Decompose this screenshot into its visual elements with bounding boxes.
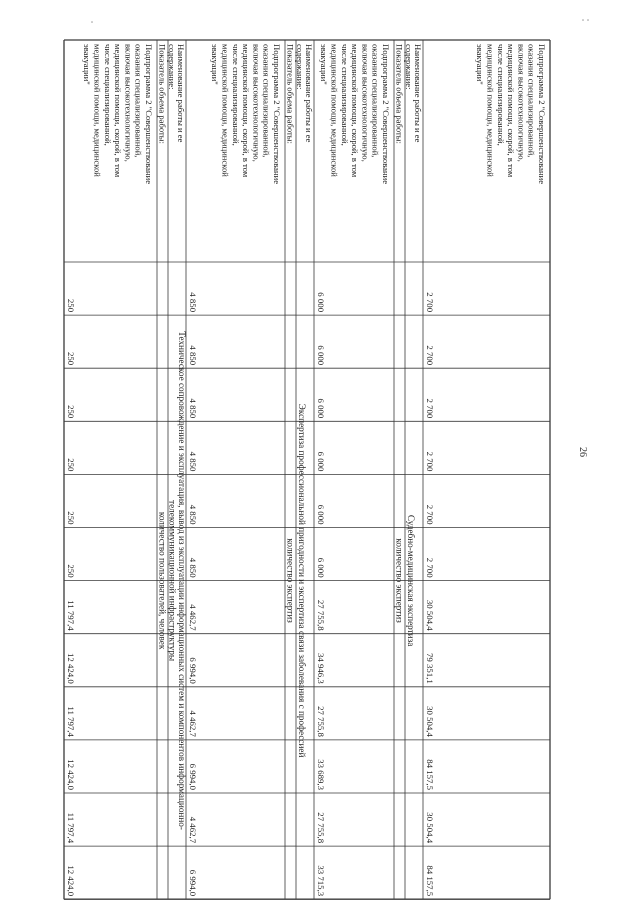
value-cell: 30 504,4	[425, 599, 435, 631]
value-cell: 27 755,8	[316, 599, 326, 631]
table-cells	[66, 44, 547, 897]
value-cell: 84 157,5	[425, 759, 435, 790]
value-cell: 250	[66, 298, 76, 313]
program-label-line: Подпрограмма 2 "Совершенствование	[144, 44, 154, 185]
value-cell: 2 700	[425, 557, 435, 578]
work-name-label-line: содержание:	[404, 44, 414, 90]
value-cell: 2 700	[425, 292, 435, 313]
value-cell: 79 351,1	[425, 653, 435, 684]
value-cell: 6 994,0	[188, 869, 198, 897]
program-label-line: Подпрограмма 2 "Совершенствование	[537, 44, 547, 185]
value-cell: 4 850	[188, 557, 198, 578]
program-label-line: включая высокотехнологичную,	[360, 44, 371, 162]
program-label-line: числе специализированной,	[495, 44, 506, 146]
program-label-line: числе специализированной,	[230, 44, 241, 146]
value-cell: 250	[66, 511, 76, 525]
indicator-label: Показатель объема работы:	[394, 44, 405, 144]
value-cell: 11 797,4	[66, 812, 76, 844]
program-label-line: медицинской помощи, медицинской	[220, 44, 231, 177]
program-label-line: включая высокотехнологичную,	[516, 44, 527, 162]
value-cell: 84 157,5	[425, 865, 435, 897]
value-cell: 30 504,4	[425, 812, 435, 844]
value-cell: 2 700	[425, 451, 435, 472]
indicator-label: Показатель объема работы:	[157, 44, 168, 144]
program-label-line: оказания специализированной,	[370, 44, 381, 158]
value-cell: 4 462,7	[188, 710, 198, 737]
value-cell: 4 850	[188, 345, 198, 366]
indicator-value: количество пользователей, человек	[157, 511, 168, 650]
value-cell: 33 689,3	[316, 759, 326, 790]
value-cell: 12 424,0	[66, 759, 76, 790]
value-cell: 6 994,0	[188, 657, 198, 684]
value-cell: 6 000	[316, 557, 326, 578]
indicator-value: количество экспертиз	[394, 538, 405, 623]
program-label-line: числе специализированной,	[102, 44, 113, 146]
program-label-line: включая высокотехнологичную,	[123, 44, 134, 162]
value-cell: 27 755,8	[316, 812, 326, 844]
value-cell: 4 462,7	[188, 816, 198, 844]
program-label-line: эвакуации"	[319, 44, 330, 85]
value-cell: 250	[66, 564, 76, 578]
value-cell: 250	[66, 405, 76, 419]
value-cell: 30 504,4	[425, 706, 435, 737]
program-label-line: Подпрограмма 2 "Совершенствование	[381, 44, 391, 185]
work-name-label-line: содержание:	[295, 44, 305, 90]
section-title-line: Техническое сопровождение и эксплуатация, вывод из эксплуатации информационных систем и компонентов информационно-	[177, 331, 187, 830]
program-label-line: медицинской помощи, скорой, в том	[241, 44, 252, 178]
value-cell: 4 850	[188, 292, 198, 313]
value-cell: 4 850	[188, 398, 198, 419]
page-number: 26	[577, 447, 588, 457]
section-title: Судебно-медицинская экспертиза	[406, 514, 416, 647]
program-label-line: оказания специализированной,	[526, 44, 537, 158]
value-cell: 12 424,0	[66, 865, 76, 897]
program-label-line: оказания специализированной,	[133, 44, 144, 158]
value-cell: 6 000	[316, 451, 326, 472]
value-cell: 6 000	[316, 398, 326, 419]
value-cell: 2 700	[425, 345, 435, 366]
program-label-line: медицинской помощи, медицинской	[485, 44, 496, 177]
value-cell: 6 000	[316, 504, 326, 525]
program-label-line: медицинской помощи, медицинской	[92, 44, 103, 177]
indicator-value: количество экспертиз	[285, 538, 296, 623]
work-name-label-line: Наименование работы и ее	[304, 44, 314, 143]
work-name-label-line: содержание:	[167, 44, 177, 90]
value-cell: 27 755,8	[316, 706, 326, 737]
program-label-line: медицинской помощи, скорой, в том	[350, 44, 361, 178]
program-label-line: эвакуации"	[210, 44, 221, 85]
value-cell: 6 994,0	[188, 763, 198, 790]
section-title-line: телекоммуникационной инфраструктуры	[167, 500, 178, 662]
value-cell: 6 000	[316, 292, 326, 313]
work-name-label-line: Наименование работы и ее	[413, 44, 423, 143]
indicator-label: Показатель объема работы:	[285, 44, 296, 144]
value-cell: 2 700	[425, 398, 435, 419]
data-table	[64, 40, 550, 899]
value-cell: 12 424,0	[66, 653, 76, 684]
value-cell: 33 715,3	[316, 865, 326, 897]
section-title: Экспертиза профессиональной пригодности и экспертиза связи заболевания с профессией	[297, 403, 307, 758]
value-cell: 4 462,7	[188, 604, 198, 631]
program-label-line: медицинской помощи, скорой, в том	[113, 44, 124, 178]
value-cell: 4 850	[188, 504, 198, 525]
program-label-line: эвакуации"	[475, 44, 486, 85]
value-cell: 250	[66, 351, 76, 366]
program-label-line: медицинской помощи, скорой, в том	[506, 44, 517, 178]
program-label-line: Подпрограмма 2 "Совершенствование	[272, 44, 282, 185]
work-name-label-line: Наименование работы и ее	[176, 44, 186, 143]
program-label-line: числе специализированной,	[339, 44, 350, 146]
value-cell: 11 797,4	[66, 600, 76, 631]
value-cell: 2 700	[425, 504, 435, 525]
program-label-line: эвакуации"	[82, 44, 93, 85]
value-cell: 34 946,3	[316, 653, 326, 684]
value-cell: 11 797,4	[66, 706, 76, 737]
program-label-line: включая высокотехнологичную,	[251, 44, 262, 162]
program-label-line: медицинской помощи, медицинской	[329, 44, 340, 177]
value-cell: 250	[66, 458, 76, 472]
program-label-line: оказания специализированной,	[261, 44, 272, 158]
value-cell: 6 000	[316, 345, 326, 366]
value-cell: 4 850	[188, 451, 198, 472]
